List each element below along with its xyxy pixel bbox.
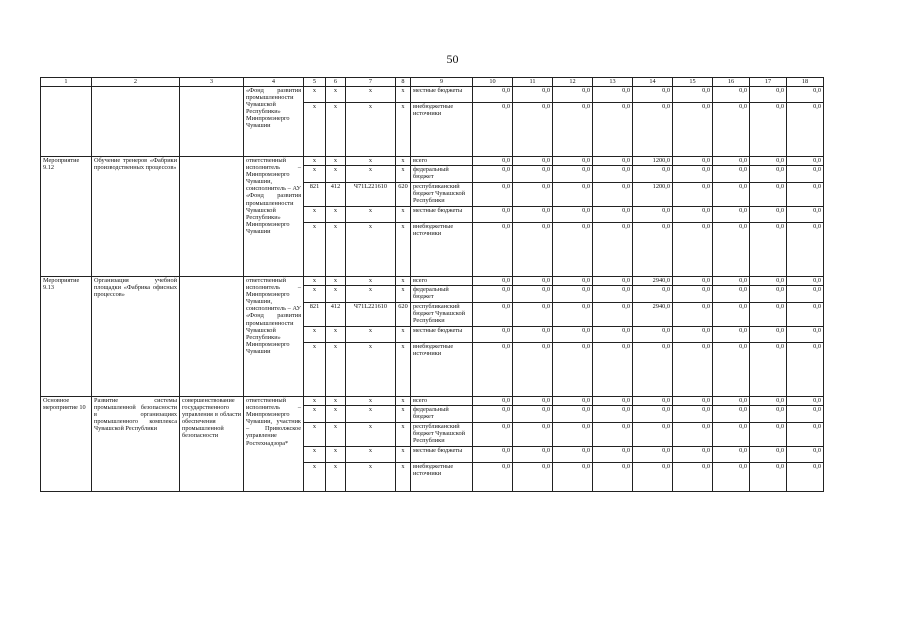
funding-source: федеральный бюджет xyxy=(411,166,473,183)
year-amount: 0,0 xyxy=(593,103,633,157)
year-amount: 0,0 xyxy=(593,183,633,207)
column-number: 3 xyxy=(180,78,244,87)
year-amount: 0,0 xyxy=(633,207,673,223)
year-amount: 0,0 xyxy=(787,303,824,327)
expense-type-code: х xyxy=(396,327,411,343)
target-article-code: х xyxy=(346,286,396,303)
year-amount: 0,0 xyxy=(713,166,750,183)
section-code: х xyxy=(326,286,346,303)
year-amount: 0,0 xyxy=(673,303,713,327)
year-amount: 0,0 xyxy=(750,463,787,492)
year-amount: 0,0 xyxy=(513,103,553,157)
year-amount: 0,0 xyxy=(750,183,787,207)
year-amount: 0,0 xyxy=(713,183,750,207)
year-amount: 0,0 xyxy=(787,223,824,277)
year-amount: 0,0 xyxy=(513,406,553,423)
year-amount: 0,0 xyxy=(673,423,713,447)
expense-type-code: х xyxy=(396,447,411,463)
year-amount: 0,0 xyxy=(673,463,713,492)
funding-source: федеральный бюджет xyxy=(411,406,473,423)
funding-source: всего xyxy=(411,397,473,406)
responsible-cell: ответственный исполнитель – Минпромэнерго Чувашии, участник – Приволжское управление Ростехнадзора* xyxy=(244,397,304,492)
section-code: х xyxy=(326,157,346,166)
year-amount: 0,0 xyxy=(593,447,633,463)
table-row xyxy=(41,157,824,166)
year-amount: 0,0 xyxy=(713,463,750,492)
column-number: 9 xyxy=(411,78,473,87)
section-code: х xyxy=(326,397,346,406)
target-article-code: х xyxy=(346,103,396,157)
target-article-code: х xyxy=(346,223,396,277)
section-code: х xyxy=(326,447,346,463)
section-code: х xyxy=(326,223,346,277)
year-amount: 0,0 xyxy=(787,343,824,397)
column-number: 13 xyxy=(593,78,633,87)
year-amount: 0,0 xyxy=(673,183,713,207)
year-amount: 0,0 xyxy=(633,166,673,183)
year-amount: 0,0 xyxy=(553,327,593,343)
gr-code: х xyxy=(304,166,326,183)
year-amount: 1200,0 xyxy=(633,183,673,207)
year-amount: 1200,0 xyxy=(633,157,673,166)
year-amount: 0,0 xyxy=(750,87,787,103)
year-amount: 0,0 xyxy=(787,327,824,343)
year-amount: 0,0 xyxy=(593,463,633,492)
year-amount: 0,0 xyxy=(473,207,513,223)
gr-code: 821 xyxy=(304,303,326,327)
year-amount: 0,0 xyxy=(553,277,593,286)
year-amount: 0,0 xyxy=(553,303,593,327)
event-name-cell: Мероприятие 9.13 xyxy=(41,277,92,397)
funding-source: всего xyxy=(411,277,473,286)
year-amount: 0,0 xyxy=(787,277,824,286)
column-number: 1 xyxy=(41,78,92,87)
year-amount: 0,0 xyxy=(633,223,673,277)
year-amount: 0,0 xyxy=(633,103,673,157)
target-article-code: х xyxy=(346,406,396,423)
year-amount: 0,0 xyxy=(713,343,750,397)
year-amount: 0,0 xyxy=(593,277,633,286)
gr-code: х xyxy=(304,103,326,157)
table-row xyxy=(41,397,824,406)
target-article-code: х xyxy=(346,463,396,492)
gr-code: х xyxy=(304,223,326,277)
section-code: 412 xyxy=(326,303,346,327)
year-amount: 0,0 xyxy=(633,463,673,492)
expense-type-code: х xyxy=(396,103,411,157)
column-number: 14 xyxy=(633,78,673,87)
year-amount: 0,0 xyxy=(553,183,593,207)
year-amount: 0,0 xyxy=(553,223,593,277)
year-amount: 0,0 xyxy=(473,223,513,277)
year-amount: 2940,0 xyxy=(633,303,673,327)
goal-cell: совершенствование государственного управления в области обеспечения промышленной безопасности xyxy=(180,397,244,492)
year-amount: 0,0 xyxy=(593,207,633,223)
section-code: х xyxy=(326,463,346,492)
target-article-code: Ч71L221610 xyxy=(346,183,396,207)
target-article-code: х xyxy=(346,343,396,397)
financing-table xyxy=(40,77,824,492)
year-amount: 0,0 xyxy=(673,286,713,303)
gr-code: х xyxy=(304,463,326,492)
year-amount: 0,0 xyxy=(473,103,513,157)
year-amount: 0,0 xyxy=(750,157,787,166)
year-amount: 0,0 xyxy=(673,397,713,406)
column-number: 15 xyxy=(673,78,713,87)
expense-type-code: х xyxy=(396,157,411,166)
funding-source: внебюджетные источники xyxy=(411,103,473,157)
funding-source: местные бюджеты xyxy=(411,327,473,343)
year-amount: 0,0 xyxy=(513,423,553,447)
year-amount: 0,0 xyxy=(787,397,824,406)
year-amount: 0,0 xyxy=(513,463,553,492)
year-amount: 0,0 xyxy=(513,87,553,103)
year-amount: 0,0 xyxy=(750,327,787,343)
year-amount: 0,0 xyxy=(713,157,750,166)
event-title-cell xyxy=(92,87,180,157)
year-amount: 0,0 xyxy=(633,87,673,103)
year-amount: 0,0 xyxy=(553,463,593,492)
funding-source: внебюджетные источники xyxy=(411,223,473,277)
column-number: 7 xyxy=(346,78,396,87)
year-amount: 0,0 xyxy=(473,463,513,492)
event-title-cell: Обучение тренеров «Фабрики производственных процессов» xyxy=(92,157,180,277)
year-amount: 0,0 xyxy=(713,423,750,447)
year-amount: 0,0 xyxy=(553,103,593,157)
expense-type-code: х xyxy=(396,223,411,277)
column-number: 18 xyxy=(787,78,824,87)
target-article-code: х xyxy=(346,157,396,166)
year-amount: 0,0 xyxy=(593,343,633,397)
year-amount: 0,0 xyxy=(787,463,824,492)
year-amount: 0,0 xyxy=(473,343,513,397)
year-amount: 0,0 xyxy=(787,87,824,103)
section-code: 412 xyxy=(326,183,346,207)
gr-code: х xyxy=(304,157,326,166)
year-amount: 0,0 xyxy=(673,223,713,277)
year-amount: 0,0 xyxy=(513,207,553,223)
year-amount: 0,0 xyxy=(553,166,593,183)
year-amount: 0,0 xyxy=(553,87,593,103)
year-amount: 0,0 xyxy=(513,303,553,327)
event-title-cell: Организация учебной площадки «Фабрика офисных процессов» xyxy=(92,277,180,397)
year-amount: 0,0 xyxy=(673,406,713,423)
year-amount: 0,0 xyxy=(593,406,633,423)
year-amount: 0,0 xyxy=(787,447,824,463)
goal-cell xyxy=(180,277,244,397)
funding-source: внебюджетные источники xyxy=(411,463,473,492)
section-code: х xyxy=(326,327,346,343)
year-amount: 0,0 xyxy=(553,286,593,303)
year-amount: 0,0 xyxy=(553,423,593,447)
column-number: 6 xyxy=(326,78,346,87)
section-code: х xyxy=(326,87,346,103)
year-amount: 0,0 xyxy=(473,423,513,447)
column-number: 11 xyxy=(513,78,553,87)
year-amount: 0,0 xyxy=(593,157,633,166)
year-amount: 0,0 xyxy=(513,447,553,463)
expense-type-code: х xyxy=(396,397,411,406)
year-amount: 0,0 xyxy=(673,327,713,343)
year-amount: 0,0 xyxy=(750,166,787,183)
year-amount: 0,0 xyxy=(513,397,553,406)
year-amount: 0,0 xyxy=(673,103,713,157)
expense-type-code: х xyxy=(396,87,411,103)
section-code: х xyxy=(326,166,346,183)
gr-code: х xyxy=(304,406,326,423)
expense-type-code: 620 xyxy=(396,183,411,207)
responsible-cell: ответственный исполнитель – Минпромэнерго Чувашии, соисполнитель – АУ «Фонд развития промышленности Чувашской Республики» Минпромэнерго Чувашии xyxy=(244,277,304,397)
funding-source: республиканский бюджет Чувашской Республики xyxy=(411,423,473,447)
target-article-code: х xyxy=(346,327,396,343)
year-amount: 0,0 xyxy=(787,406,824,423)
year-amount: 0,0 xyxy=(750,223,787,277)
year-amount: 0,0 xyxy=(513,166,553,183)
year-amount: 0,0 xyxy=(673,166,713,183)
year-amount: 0,0 xyxy=(633,406,673,423)
year-amount: 0,0 xyxy=(713,277,750,286)
gr-code: х xyxy=(304,87,326,103)
year-amount: 0,0 xyxy=(553,207,593,223)
section-code: х xyxy=(326,423,346,447)
target-article-code: Ч71L221610 xyxy=(346,303,396,327)
expense-type-code: х xyxy=(396,286,411,303)
expense-type-code: х xyxy=(396,343,411,397)
year-amount: 0,0 xyxy=(633,286,673,303)
year-amount: 0,0 xyxy=(713,406,750,423)
column-number-row xyxy=(41,78,824,87)
section-code: х xyxy=(326,406,346,423)
year-amount: 0,0 xyxy=(473,327,513,343)
target-article-code: х xyxy=(346,423,396,447)
column-number: 10 xyxy=(473,78,513,87)
year-amount: 0,0 xyxy=(513,157,553,166)
year-amount: 0,0 xyxy=(473,397,513,406)
gr-code: х xyxy=(304,207,326,223)
funding-source: республиканский бюджет Чувашской Республики xyxy=(411,303,473,327)
responsible-cell: «Фонд развития промышленности Чувашской Республики» Минпромэнерго Чувашии xyxy=(244,87,304,157)
page-number: 50 xyxy=(446,52,459,66)
year-amount: 2940,0 xyxy=(633,277,673,286)
expense-type-code: х xyxy=(396,166,411,183)
column-number: 12 xyxy=(553,78,593,87)
year-amount: 0,0 xyxy=(593,286,633,303)
year-amount: 0,0 xyxy=(553,406,593,423)
year-amount: 0,0 xyxy=(713,223,750,277)
year-amount: 0,0 xyxy=(473,406,513,423)
expense-type-code: х xyxy=(396,207,411,223)
year-amount: 0,0 xyxy=(787,166,824,183)
year-amount: 0,0 xyxy=(787,183,824,207)
year-amount: 0,0 xyxy=(673,343,713,397)
year-amount: 0,0 xyxy=(713,303,750,327)
gr-code: х xyxy=(304,423,326,447)
year-amount: 0,0 xyxy=(593,166,633,183)
year-amount: 0,0 xyxy=(513,223,553,277)
year-amount: 0,0 xyxy=(593,327,633,343)
year-amount: 0,0 xyxy=(673,207,713,223)
year-amount: 0,0 xyxy=(787,103,824,157)
section-code: х xyxy=(326,103,346,157)
year-amount: 0,0 xyxy=(713,87,750,103)
event-name-cell xyxy=(41,87,92,157)
year-amount: 0,0 xyxy=(513,277,553,286)
year-amount: 0,0 xyxy=(513,183,553,207)
year-amount: 0,0 xyxy=(633,397,673,406)
gr-code: х xyxy=(304,277,326,286)
table-row xyxy=(41,87,824,103)
column-number: 4 xyxy=(244,78,304,87)
year-amount: 0,0 xyxy=(713,447,750,463)
year-amount: 0,0 xyxy=(473,447,513,463)
event-title-cell: Развитие системы промышленной безопасности в организациях промышленного комплекса Чувашской Республики xyxy=(92,397,180,492)
year-amount: 0,0 xyxy=(750,447,787,463)
target-article-code: х xyxy=(346,397,396,406)
year-amount: 0,0 xyxy=(787,157,824,166)
expense-type-code: х xyxy=(396,463,411,492)
funding-source: внебюджетные источники xyxy=(411,343,473,397)
year-amount: 0,0 xyxy=(513,343,553,397)
target-article-code: х xyxy=(346,207,396,223)
year-amount: 0,0 xyxy=(633,447,673,463)
year-amount: 0,0 xyxy=(750,207,787,223)
gr-code: х xyxy=(304,343,326,397)
funding-source: местные бюджеты xyxy=(411,447,473,463)
year-amount: 0,0 xyxy=(673,277,713,286)
expense-type-code: х xyxy=(396,406,411,423)
year-amount: 0,0 xyxy=(513,327,553,343)
year-amount: 0,0 xyxy=(633,327,673,343)
year-amount: 0,0 xyxy=(750,397,787,406)
year-amount: 0,0 xyxy=(553,447,593,463)
year-amount: 0,0 xyxy=(593,423,633,447)
event-name-cell: Основное мероприятие 10 xyxy=(41,397,92,492)
year-amount: 0,0 xyxy=(633,343,673,397)
gr-code: х xyxy=(304,327,326,343)
target-article-code: х xyxy=(346,447,396,463)
year-amount: 0,0 xyxy=(473,277,513,286)
event-name-cell: Мероприятие 9.12 xyxy=(41,157,92,277)
year-amount: 0,0 xyxy=(750,343,787,397)
expense-type-code: х xyxy=(396,423,411,447)
target-article-code: х xyxy=(346,277,396,286)
section-code: х xyxy=(326,207,346,223)
year-amount: 0,0 xyxy=(553,343,593,397)
year-amount: 0,0 xyxy=(473,166,513,183)
funding-source: всего xyxy=(411,157,473,166)
section-code: х xyxy=(326,343,346,397)
year-amount: 0,0 xyxy=(633,423,673,447)
year-amount: 0,0 xyxy=(473,87,513,103)
year-amount: 0,0 xyxy=(750,103,787,157)
funding-source: республиканский бюджет Чувашской Республики xyxy=(411,183,473,207)
gr-code: х xyxy=(304,286,326,303)
year-amount: 0,0 xyxy=(473,183,513,207)
year-amount: 0,0 xyxy=(713,207,750,223)
column-number: 16 xyxy=(713,78,750,87)
column-number: 8 xyxy=(396,78,411,87)
responsible-cell: ответственный исполнитель – Минпромэнерго Чувашии, соисполнитель – АУ «Фонд развития промышленности Чувашской Республики» Минпромэнерго Чувашии xyxy=(244,157,304,277)
year-amount: 0,0 xyxy=(593,397,633,406)
year-amount: 0,0 xyxy=(513,286,553,303)
goal-cell xyxy=(180,157,244,277)
target-article-code: х xyxy=(346,87,396,103)
year-amount: 0,0 xyxy=(787,286,824,303)
year-amount: 0,0 xyxy=(473,157,513,166)
year-amount: 0,0 xyxy=(593,87,633,103)
funding-source: местные бюджеты xyxy=(411,87,473,103)
year-amount: 0,0 xyxy=(673,87,713,103)
funding-source: местные бюджеты xyxy=(411,207,473,223)
year-amount: 0,0 xyxy=(787,207,824,223)
year-amount: 0,0 xyxy=(553,157,593,166)
target-article-code: х xyxy=(346,166,396,183)
year-amount: 0,0 xyxy=(713,286,750,303)
column-number: 17 xyxy=(750,78,787,87)
column-number: 5 xyxy=(304,78,326,87)
year-amount: 0,0 xyxy=(593,223,633,277)
year-amount: 0,0 xyxy=(673,157,713,166)
year-amount: 0,0 xyxy=(473,303,513,327)
gr-code: х xyxy=(304,447,326,463)
gr-code: 821 xyxy=(304,183,326,207)
gr-code: х xyxy=(304,397,326,406)
expense-type-code: 620 xyxy=(396,303,411,327)
year-amount: 0,0 xyxy=(673,447,713,463)
section-code: х xyxy=(326,277,346,286)
year-amount: 0,0 xyxy=(750,303,787,327)
funding-source: федеральный бюджет xyxy=(411,286,473,303)
year-amount: 0,0 xyxy=(750,277,787,286)
year-amount: 0,0 xyxy=(750,406,787,423)
table-row xyxy=(41,277,824,286)
year-amount: 0,0 xyxy=(553,397,593,406)
year-amount: 0,0 xyxy=(473,286,513,303)
expense-type-code: х xyxy=(396,277,411,286)
year-amount: 0,0 xyxy=(713,103,750,157)
year-amount: 0,0 xyxy=(713,397,750,406)
goal-cell xyxy=(180,87,244,157)
year-amount: 0,0 xyxy=(750,423,787,447)
year-amount: 0,0 xyxy=(593,303,633,327)
year-amount: 0,0 xyxy=(713,327,750,343)
year-amount: 0,0 xyxy=(787,423,824,447)
year-amount: 0,0 xyxy=(750,286,787,303)
column-number: 2 xyxy=(92,78,180,87)
